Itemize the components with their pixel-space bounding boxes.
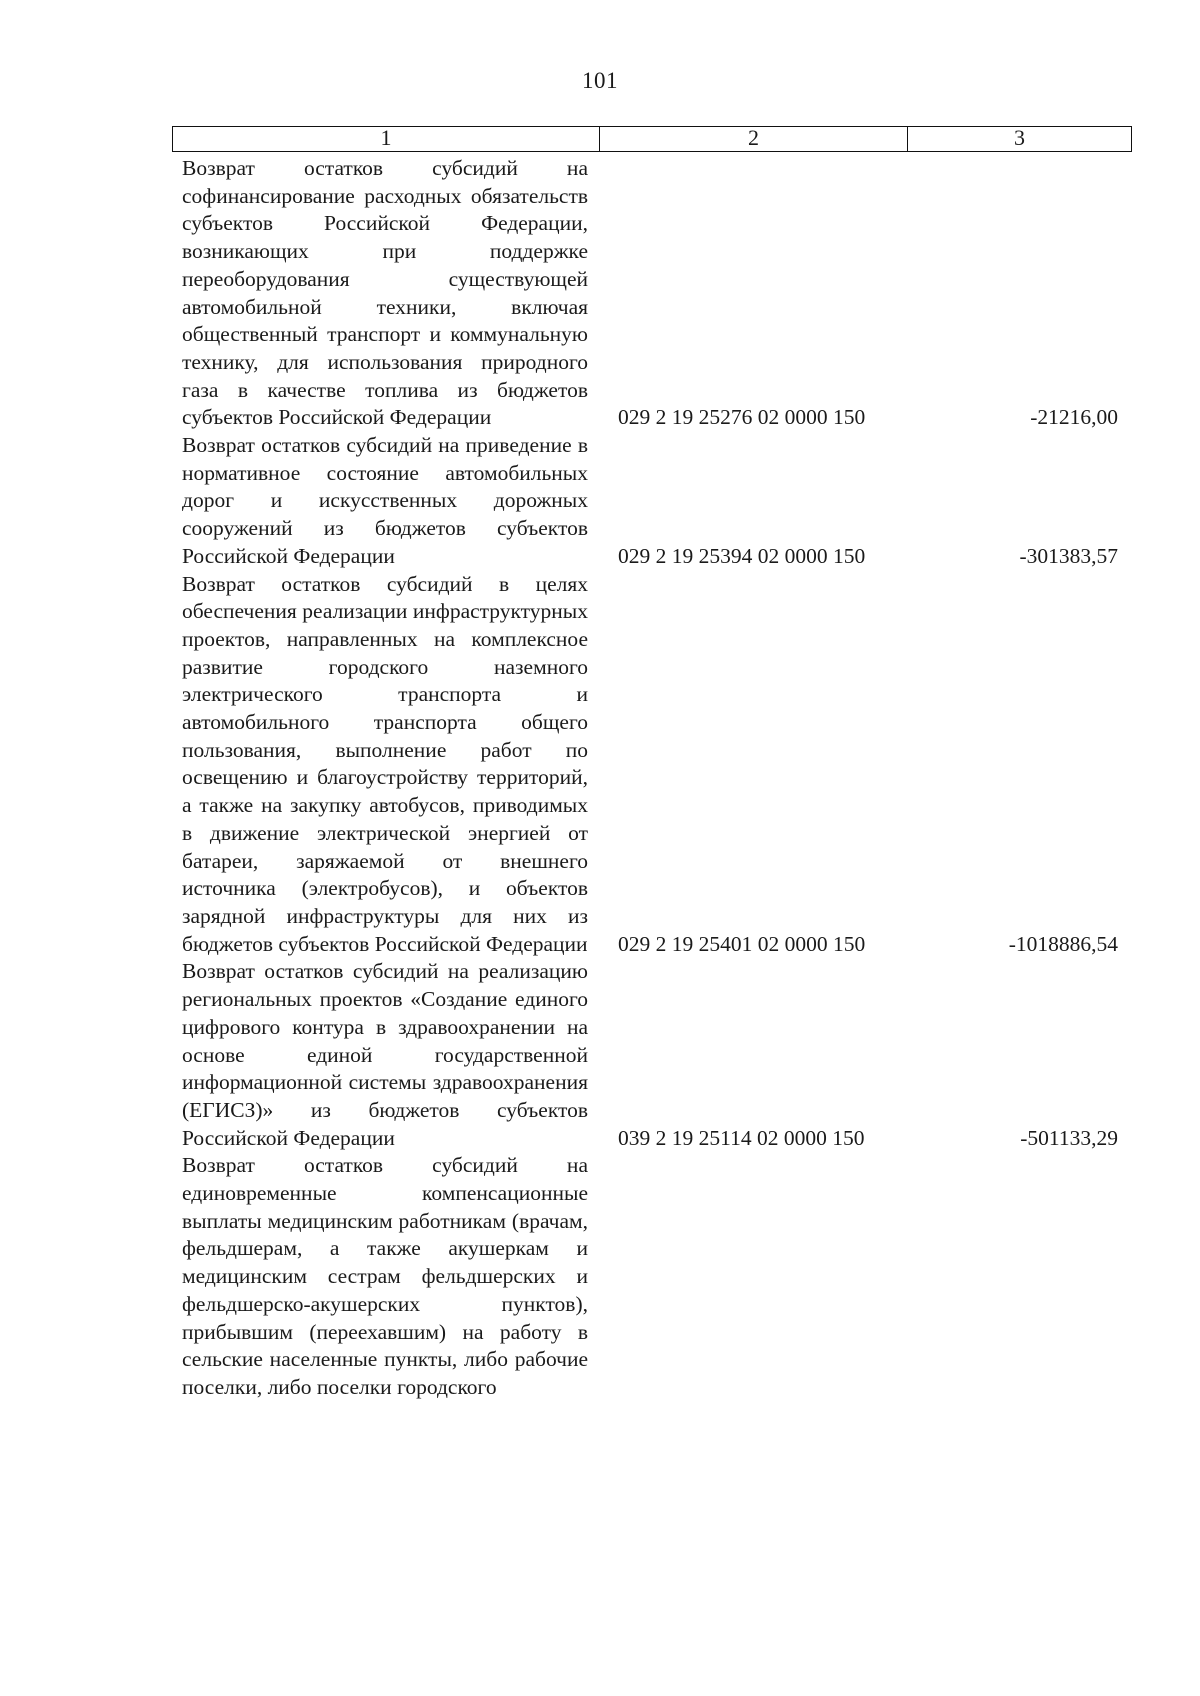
table-row: [182, 432, 1132, 571]
row-budget-code: 029 2 19 25401 02 0000 150: [618, 931, 866, 956]
table-row: [182, 958, 1132, 1152]
row-amount: -501133,29: [1020, 1125, 1118, 1150]
row-description: Возврат остатков субсидий в целях обеспечения реализации инфраструктурных проектов, направленных на комплексное развитие городского наземного электрического транспорта и автомобильного транспорта общего пользования, выполнение работ по освещению и благоустройству территорий, а также на закупку автобусов, приводимых в движение электрической энергией от батареи, заряжаемой от внешнего источника (электробусов), и объектов зарядной инфраструктуры для них из бюджетов субъектов Российской Федерации: [182, 571, 588, 956]
table-row: [182, 155, 1132, 432]
page-number: 101: [582, 68, 618, 93]
table-row: [182, 571, 1132, 959]
header-col-1: 1: [173, 127, 600, 151]
row-description: Возврат остатков субсидий на реализацию региональных проектов «Создание единого цифрового контура в здравоохранении на основе единой государственной информационной системы здравоохранения (ЕГИСЗ)» из бюджетов субъектов Российской Федерации: [182, 959, 588, 1150]
row-description: Возврат остатков субсидий на приведение в нормативное состояние автомобильных дорог и искусственных дорожных сооружений из бюджетов субъектов Российской Федерации: [182, 433, 588, 568]
row-budget-code: 039 2 19 25114 02 0000 150: [618, 1125, 865, 1150]
row-budget-code: 029 2 19 25276 02 0000 150: [618, 405, 866, 430]
row-description: Возврат остатков субсидий на единовременные компенсационные выплаты медицинским работникам (врачам, фельдшерам, а также акушеркам и медицинским сестрам фельдшерских и фельдшерско-акушерских пунктов), прибывшим (переехавшим) на работу в сельские населенные пункты, либо рабочие поселки, либо поселки городского: [182, 1153, 588, 1399]
header-col-2: 2: [600, 127, 908, 151]
row-budget-code: 029 2 19 25394 02 0000 150: [618, 543, 866, 568]
row-description: Возврат остатков субсидий на софинансирование расходных обязательств субъектов Российской Федерации, возникающих при поддержке переоборудования существующей автомобильной техники, включая общественный транспорт и коммунальную технику, для использования природного газа в качестве топлива из бюджетов субъектов Российской Федерации: [182, 156, 588, 430]
table-header-row: [172, 126, 1132, 152]
table-row: [182, 1152, 1132, 1401]
row-amount: -301383,57: [1019, 543, 1118, 568]
table-body: [182, 155, 1132, 1402]
header-col-3: 3: [1014, 125, 1025, 150]
row-amount: -21216,00: [1030, 405, 1118, 430]
row-amount: -1018886,54: [1008, 931, 1118, 956]
